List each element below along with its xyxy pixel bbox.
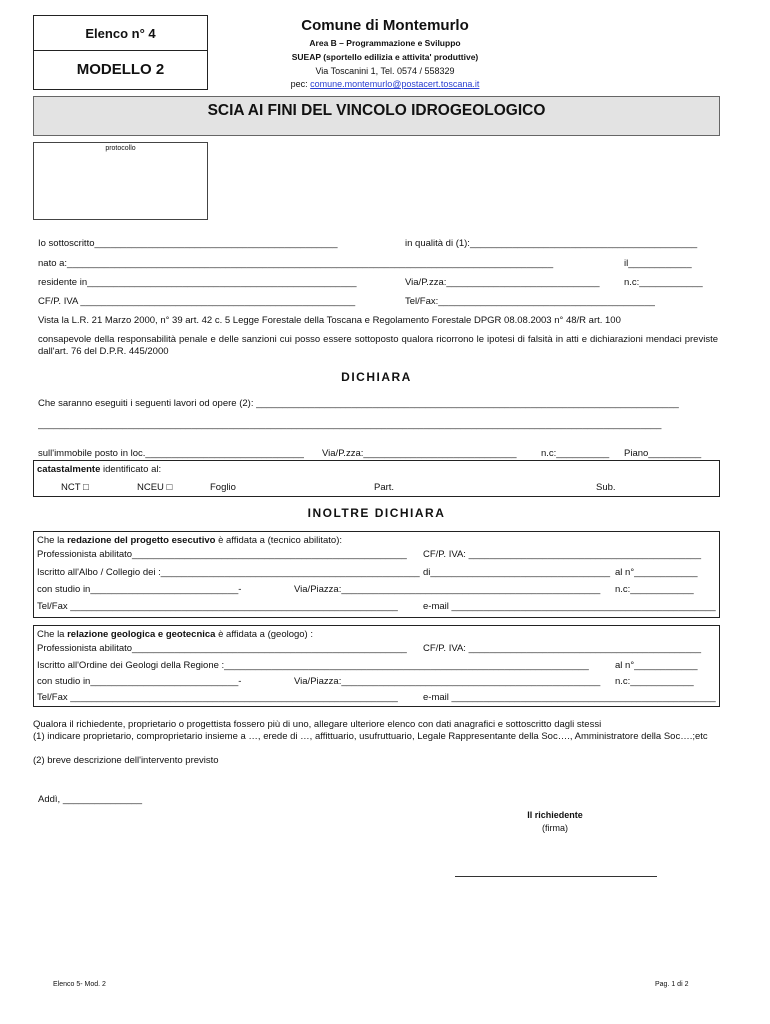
sueap-label: SUEAP (sportello edilizia e attivita' produttive) [291, 52, 479, 62]
nato-field[interactable]: nato a:____________________________________________________________________________________________ [38, 258, 554, 269]
geologo-box [33, 625, 720, 707]
geologo-tel-field[interactable]: Tel/Fax ______________________________________________________________ [37, 692, 398, 703]
address-label: Via Toscanini 1, Tel. 0574 / 558329 [315, 66, 455, 76]
qualita-field[interactable]: in qualità di (1):___________________________________________ [405, 238, 698, 249]
consapevole-text: consapevole della responsabilità penale e delle sanzioni cui posso essere sottoposto qualora ricorrono le ipotesi di falsità in atti e dichiarazioni mendaci previste dall'art. 76 del D.P.R. 445/2000 [38, 334, 718, 357]
area-label: Area B – Programmazione e Sviluppo [309, 38, 461, 48]
residente-field[interactable]: residente in___________________________________________________ [38, 277, 357, 288]
modello-label: MODELLO 2 [76, 61, 165, 78]
addi-field[interactable]: Addì, _______________ [38, 794, 143, 805]
il-field[interactable]: il____________ [624, 258, 692, 269]
geologo-cf-field[interactable]: CF/P. IVA: ____________________________________________ [423, 643, 702, 654]
geologo-via-field[interactable]: Via/Piazza:_________________________________________________ [294, 676, 601, 687]
note-qualora: Qualora il richiedente, proprietario o progettista fossero più di uno, allegare ulteriore elenco con dati anagrafici e sottoscritto dagli stessi [33, 719, 602, 730]
pec-label: pec: [290, 79, 308, 89]
note-1: (1) indicare proprietario, comproprietario insieme a …, erede di …, affittuario, usufruttuario, Legale Rappresentante della Soc…., Amministratore della Soc….;etc [33, 731, 708, 742]
note-2: (2) breve descrizione dell'intervento previsto [33, 755, 219, 766]
geologo-prof-field[interactable]: Professionista abilitato____________________________________________________ [37, 643, 407, 654]
nct-checkbox[interactable]: NCT □ [61, 482, 89, 493]
geologo-intro-c: è affidata a (geologo) : [215, 629, 314, 640]
pec-email-link[interactable]: comune.montemurlo@postacert.toscana.it [310, 79, 480, 89]
richiedente-label: Il richiedente [527, 810, 583, 820]
geologo-nc-field[interactable]: n.c:____________ [615, 676, 694, 687]
comune-title: Comune di Montemurlo [301, 17, 469, 34]
immobile-loc-field[interactable]: sull'immobile posto in loc.______________________________ [38, 448, 304, 459]
sub-label: Sub. [596, 482, 616, 493]
geologo-intro-a: Che la [37, 629, 68, 640]
catasto-box [33, 460, 720, 497]
progetto-studio-field[interactable]: con studio in____________________________- [37, 584, 242, 595]
catasto-label [37, 464, 161, 476]
modello-box [33, 50, 208, 90]
progetto-nc-field[interactable]: n.c:____________ [615, 584, 694, 595]
catastalmente-label: catastalmente [37, 464, 101, 475]
footer-left: Elenco 5- Mod. 2 [53, 981, 106, 988]
progetto-intro [37, 535, 342, 547]
geologo-intro-b: relazione geologica e geotecnica [67, 629, 216, 640]
progetto-prof-field[interactable]: Professionista abilitato____________________________________________________ [37, 549, 407, 560]
elenco-label: Elenco n° 4 [85, 26, 156, 41]
vista-text: Vista la L.R. 21 Marzo 2000, n° 39 art. 42 c. 5 Legge Forestale della Toscana e Regolamento Forestale DPGR 08.08.2003 n° 48/R art. 100 [38, 315, 621, 326]
progetto-intro-b: redazione del progetto esecutivo [67, 535, 216, 546]
geologo-studio-field[interactable]: con studio in____________________________- [37, 676, 242, 687]
inoltre-heading: INOLTRE DICHIARA [307, 506, 446, 520]
foglio-label: Foglio [210, 482, 236, 493]
immobile-nc-field[interactable]: n.c:__________ [541, 448, 610, 459]
immobile-via-field[interactable]: Via/P.zza:_____________________________ [322, 448, 517, 459]
page-title: SCIA AI FINI DEL VINCOLO IDROGEOLOGICO [207, 102, 546, 119]
nceu-checkbox[interactable]: NCEU □ [137, 482, 173, 493]
via-field[interactable]: Via/P.zza:_____________________________ [405, 277, 600, 288]
geologo-email-field[interactable]: e-mail __________________________________________________ [423, 692, 716, 703]
protocollo-label: protocollo [105, 145, 136, 152]
signature-line[interactable] [455, 876, 657, 877]
cf-field[interactable]: CF/P. IVA ____________________________________________________ [38, 296, 356, 307]
footer-right: Pag. 1 di 2 [655, 981, 689, 988]
telfax-field[interactable]: Tel/Fax:_________________________________________ [405, 296, 655, 307]
part-label: Part. [374, 482, 395, 493]
progetto-intro-a: Che la [37, 535, 68, 546]
dichiara-heading: DICHIARA [341, 370, 412, 384]
progetto-email-field[interactable]: e-mail __________________________________________________ [423, 601, 716, 612]
progetto-iscritto-field[interactable]: Iscritto all'Albo / Collegio dei :_________________________________________________ [37, 567, 420, 578]
catasto-label-rest: identificato al: [100, 464, 162, 475]
progetto-cf-field[interactable]: CF/P. IVA: ____________________________________________ [423, 549, 702, 560]
nc-field[interactable]: n.c:____________ [624, 277, 703, 288]
firma-label: (firma) [542, 823, 568, 833]
geologo-intro [37, 629, 313, 641]
progetto-tel-field[interactable]: Tel/Fax ______________________________________________________________ [37, 601, 398, 612]
pec-line [215, 79, 555, 89]
progetto-di-field[interactable]: di__________________________________ [423, 567, 611, 578]
progetto-aln-field[interactable]: al n°____________ [615, 567, 698, 578]
title-band [33, 96, 720, 136]
protocollo-box [33, 142, 208, 220]
progetto-via-field[interactable]: Via/Piazza:_________________________________________________ [294, 584, 601, 595]
progetto-box [33, 531, 720, 618]
geologo-aln-field[interactable]: al n°____________ [615, 660, 698, 671]
elenco-box [33, 15, 208, 51]
lavori-field[interactable]: Che saranno eseguiti i seguenti lavori od opere (2): ________________________________________________________________________________ [38, 398, 679, 409]
geologo-iscritto-field[interactable]: Iscritto all'Ordine dei Geologi della Regione :_____________________________________________________________________ [37, 660, 589, 671]
sottoscritto-field[interactable]: Io sottoscritto______________________________________________ [38, 238, 338, 249]
progetto-intro-c: è affidata a (tecnico abilitato): [215, 535, 343, 546]
lavori-field-line2[interactable]: ______________________________________________________________________________________________________________________ [38, 419, 662, 430]
immobile-piano-field[interactable]: Piano__________ [624, 448, 702, 459]
